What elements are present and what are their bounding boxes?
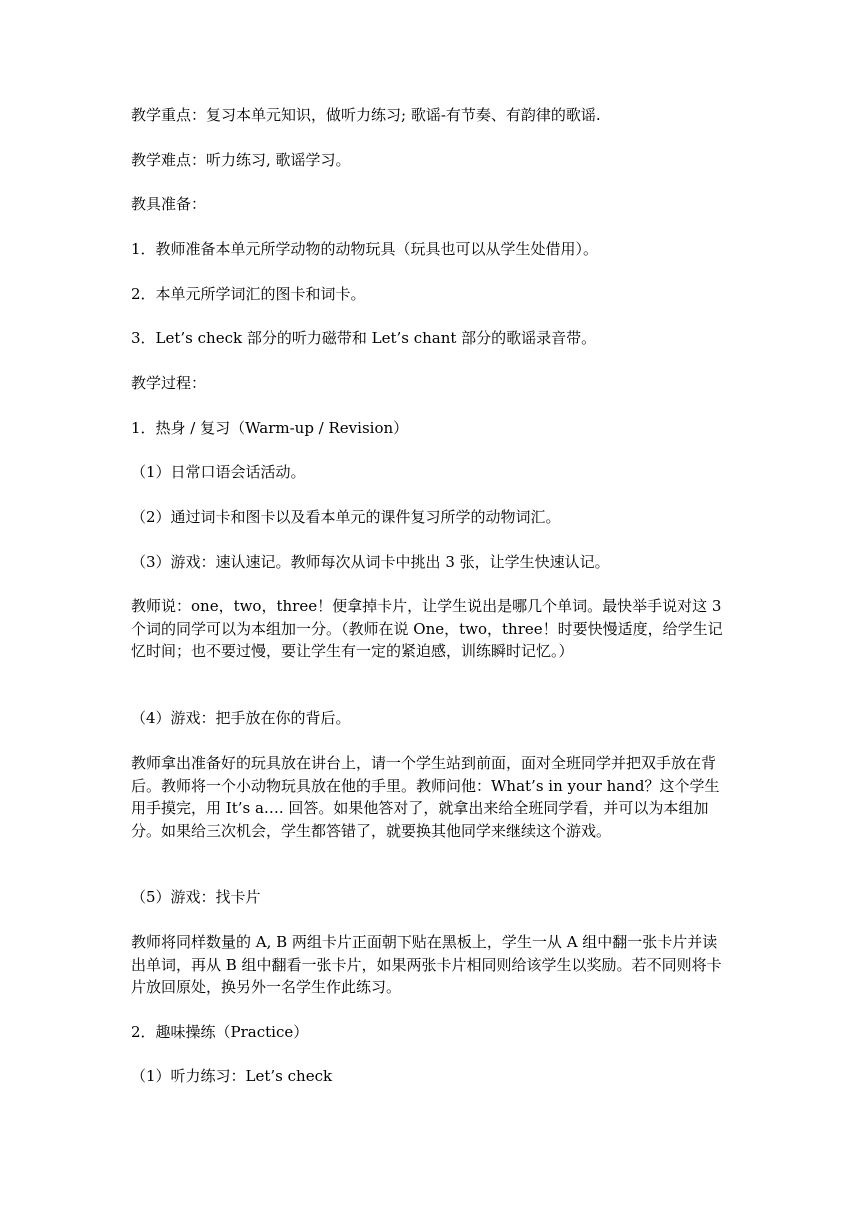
warmup-step-2: （2）通过词卡和图卡以及看本单元的课件复习所学的动物词汇。 <box>131 508 561 526</box>
teaching-difficulty: 教学难点：听力练习, 歌谣学习。 <box>131 151 351 169</box>
materials-item-1: 1．教师准备本单元所学动物的动物玩具（玩具也可以从学生处借用）。 <box>131 240 599 258</box>
practice-step-1: （1）听力练习：Let’s check <box>131 1067 333 1085</box>
warmup-step-4-detail: 教师拿出准备好的玩具放在讲台上，请一个学生站到前面，面对全班同学并把双手放在背后。教师将一个小动物玩具放在他的手里。教师问他：What’s in your hand？这个学生用手摸完，用 It’s a…. 回答。如果他答对了，就拿出来给全班同学看，并可以为本组加分。如果给三次机会，学生都答错了，就要换其他同学来继续这个游戏。 <box>131 754 720 840</box>
process-heading: 教学过程： <box>131 374 207 392</box>
materials-item-3: 3．Let’s check 部分的听力磁带和 Let’s chant 部分的歌谣录音带。 <box>131 329 597 347</box>
section-practice: 2．趣味操练（Practice） <box>131 1023 309 1041</box>
warmup-step-5: （5）游戏：找卡片 <box>131 888 261 906</box>
warmup-step-4: （4）游戏：把手放在你的背后。 <box>131 709 351 727</box>
materials-item-2: 2．本单元所学词汇的图卡和词卡。 <box>131 285 366 303</box>
teaching-focus: 教学重点：复习本单元知识，做听力练习; 歌谣-有节奏、有韵律的歌谣. <box>131 106 601 124</box>
materials-heading: 教具准备： <box>131 195 207 213</box>
warmup-step-3-detail: 教师说：one，two，three！便拿掉卡片，让学生说出是哪几个单词。最快举手说对这 3 个词的同学可以为本组加一分。（教师在说 One，two，three！时要快慢适度，给学生记忆时间；也不要过慢，要让学生有一定的紧迫感，训练瞬时记忆。） <box>131 597 723 660</box>
warmup-step-5-detail: 教师将同样数量的 A, B 两组卡片正面朝下贴在黑板上，学生一从 A 组中翻一张卡片并读出单词，再从 B 组中翻看一张卡片，如果两张卡片相同则给该学生以奖励。若不同则将卡片放回原处，换另外一名学生作此练习。 <box>131 933 722 996</box>
section-warmup: 1．热身 / 复习（Warm-up / Revision） <box>131 419 409 437</box>
warmup-step-3: （3）游戏：速认速记。教师每次从词卡中挑出 3 张，让学生快速认记。 <box>131 553 610 571</box>
warmup-step-1: （1）日常口语会话活动。 <box>131 463 306 481</box>
